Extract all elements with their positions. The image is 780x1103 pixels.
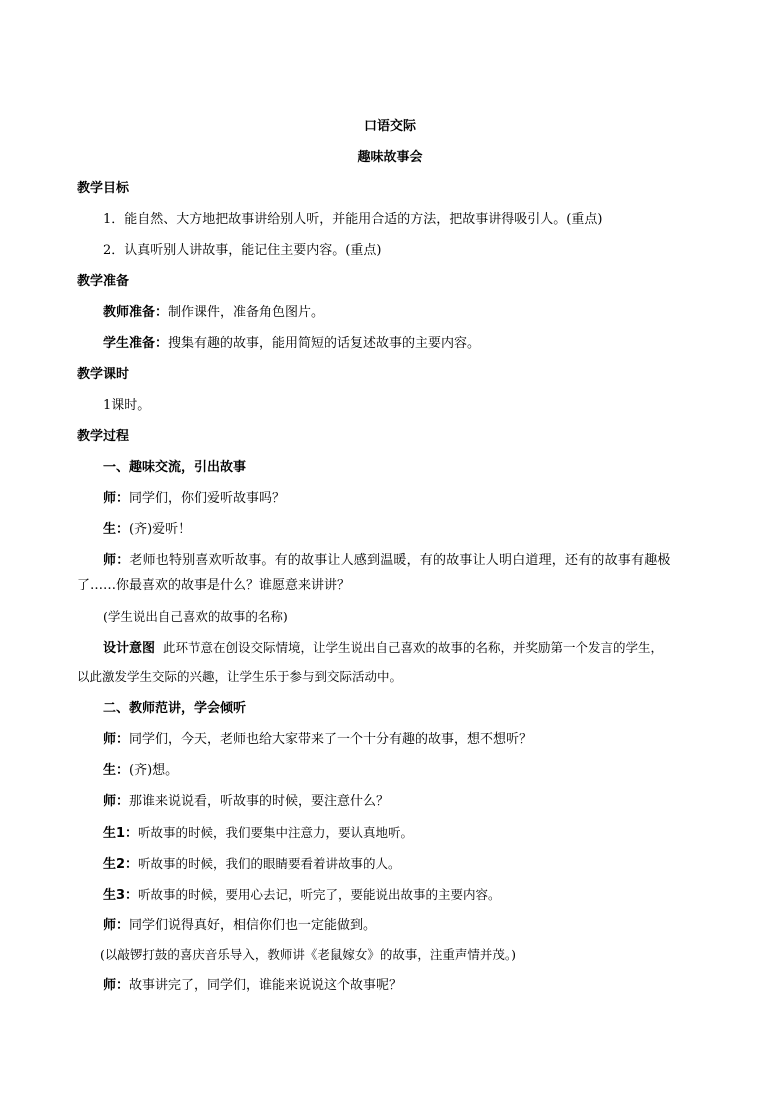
- speaker-label: 师：: [103, 491, 130, 506]
- design-intent: [103, 639, 733, 658]
- prep-teacher-label: 教师准备：: [103, 305, 169, 320]
- section-heading-prep: 教学准备: [77, 274, 130, 289]
- speaker-label: 师：: [103, 732, 130, 747]
- stage-note: (以敲锣打鼓的喜庆音乐导入，教师讲《老鼠嫁女》的故事，注重声情并茂。): [100, 947, 517, 962]
- dialogue-text: 同学们，今天，老师也给大家带来了一个十分有趣的故事，想不想听？: [129, 732, 533, 747]
- dialogue-text: (齐)爱听！: [129, 522, 192, 537]
- dialogue-text: 那谁来说说看，听故事的时候，要注意什么？: [129, 794, 390, 809]
- speaker-label: 师：: [103, 918, 130, 933]
- dialogue-line: [103, 917, 733, 935]
- section-heading-hours: 教学课时: [77, 367, 130, 382]
- dialogue-line: [103, 490, 733, 508]
- stage-note: (学生说出自己喜欢的故事的名称): [103, 609, 288, 624]
- speaker-label: 生2：: [103, 857, 139, 872]
- speaker-label: 师：: [103, 978, 130, 993]
- dialogue-text: 老师也特别喜欢听故事。有的故事让人感到温暖，有的故事让人明白道理，还有的故事有趣极: [129, 553, 671, 568]
- design-intent-label: 设计意图: [103, 641, 156, 656]
- speaker-label: 生3：: [103, 888, 139, 903]
- dialogue-text: 听故事的时候，我们的眼睛要看着讲故事的人。: [138, 856, 401, 871]
- goal-item-1: 1．能自然、大方地把故事讲给别人听，并能用合适的方法，把故事讲得吸引人。(重点): [103, 212, 603, 227]
- dialogue-line: [103, 552, 733, 570]
- dialogue-line: [103, 731, 733, 749]
- dialogue-line: [103, 824, 733, 843]
- section-heading-process: 教学过程: [77, 429, 130, 444]
- prep-student: [103, 335, 733, 353]
- speaker-label: 生：: [103, 522, 130, 537]
- hours-text: 1课时。: [103, 398, 151, 413]
- dialogue-continuation: 了……你最喜欢的故事是什么？谁愿意来讲讲？: [77, 578, 351, 593]
- dialogue-line: [103, 977, 733, 995]
- dialogue-line: [103, 762, 733, 780]
- dialogue-text: 故事讲完了，同学们，谁能来说说这个故事呢？: [129, 978, 403, 993]
- dialogue-line: [103, 793, 733, 811]
- page-title: 口语交际: [363, 119, 416, 134]
- prep-teacher: [103, 304, 733, 322]
- speaker-label: 生1：: [103, 826, 139, 841]
- goal-item-2: 2．认真听别人讲故事，能记住主要内容。(重点): [103, 243, 382, 258]
- prep-student-text: 搜集有趣的故事，能用简短的话复述故事的主要内容。: [168, 336, 481, 351]
- part1-title: 一、趣味交流，引出故事: [103, 460, 247, 475]
- speaker-label: 师：: [103, 553, 130, 568]
- dialogue-text: (齐)想。: [129, 763, 179, 778]
- part2-title: 二、教师范讲，学会倾听: [103, 701, 247, 716]
- speaker-label: 生：: [103, 763, 130, 778]
- speaker-label: 师：: [103, 794, 130, 809]
- dialogue-text: 听故事的时候，要用心去记，听完了，要能说出故事的主要内容。: [138, 887, 501, 902]
- prep-student-label: 学生准备：: [103, 336, 169, 351]
- prep-teacher-text: 制作课件，准备角色图片。: [168, 305, 325, 320]
- page-subtitle: 趣味故事会: [357, 150, 423, 165]
- design-intent-text-2: 以此激发学生交际的兴趣，让学生乐于参与到交际活动中。: [77, 669, 403, 684]
- section-heading-goals: 教学目标: [77, 181, 130, 196]
- dialogue-line: [103, 886, 733, 905]
- dialogue-text: 同学们说得真好，相信你们也一定能做到。: [129, 918, 377, 933]
- dialogue-text: 同学们，你们爱听故事吗？: [129, 491, 286, 506]
- dialogue-text: 听故事的时候，我们要集中注意力，要认真地听。: [138, 825, 414, 840]
- dialogue-line: [103, 855, 733, 874]
- design-intent-text-1: 此环节意在创设交际情境，让学生说出自己喜欢的故事的名称，并奖励第一个发言的学生，: [162, 640, 663, 655]
- dialogue-line: [103, 521, 733, 539]
